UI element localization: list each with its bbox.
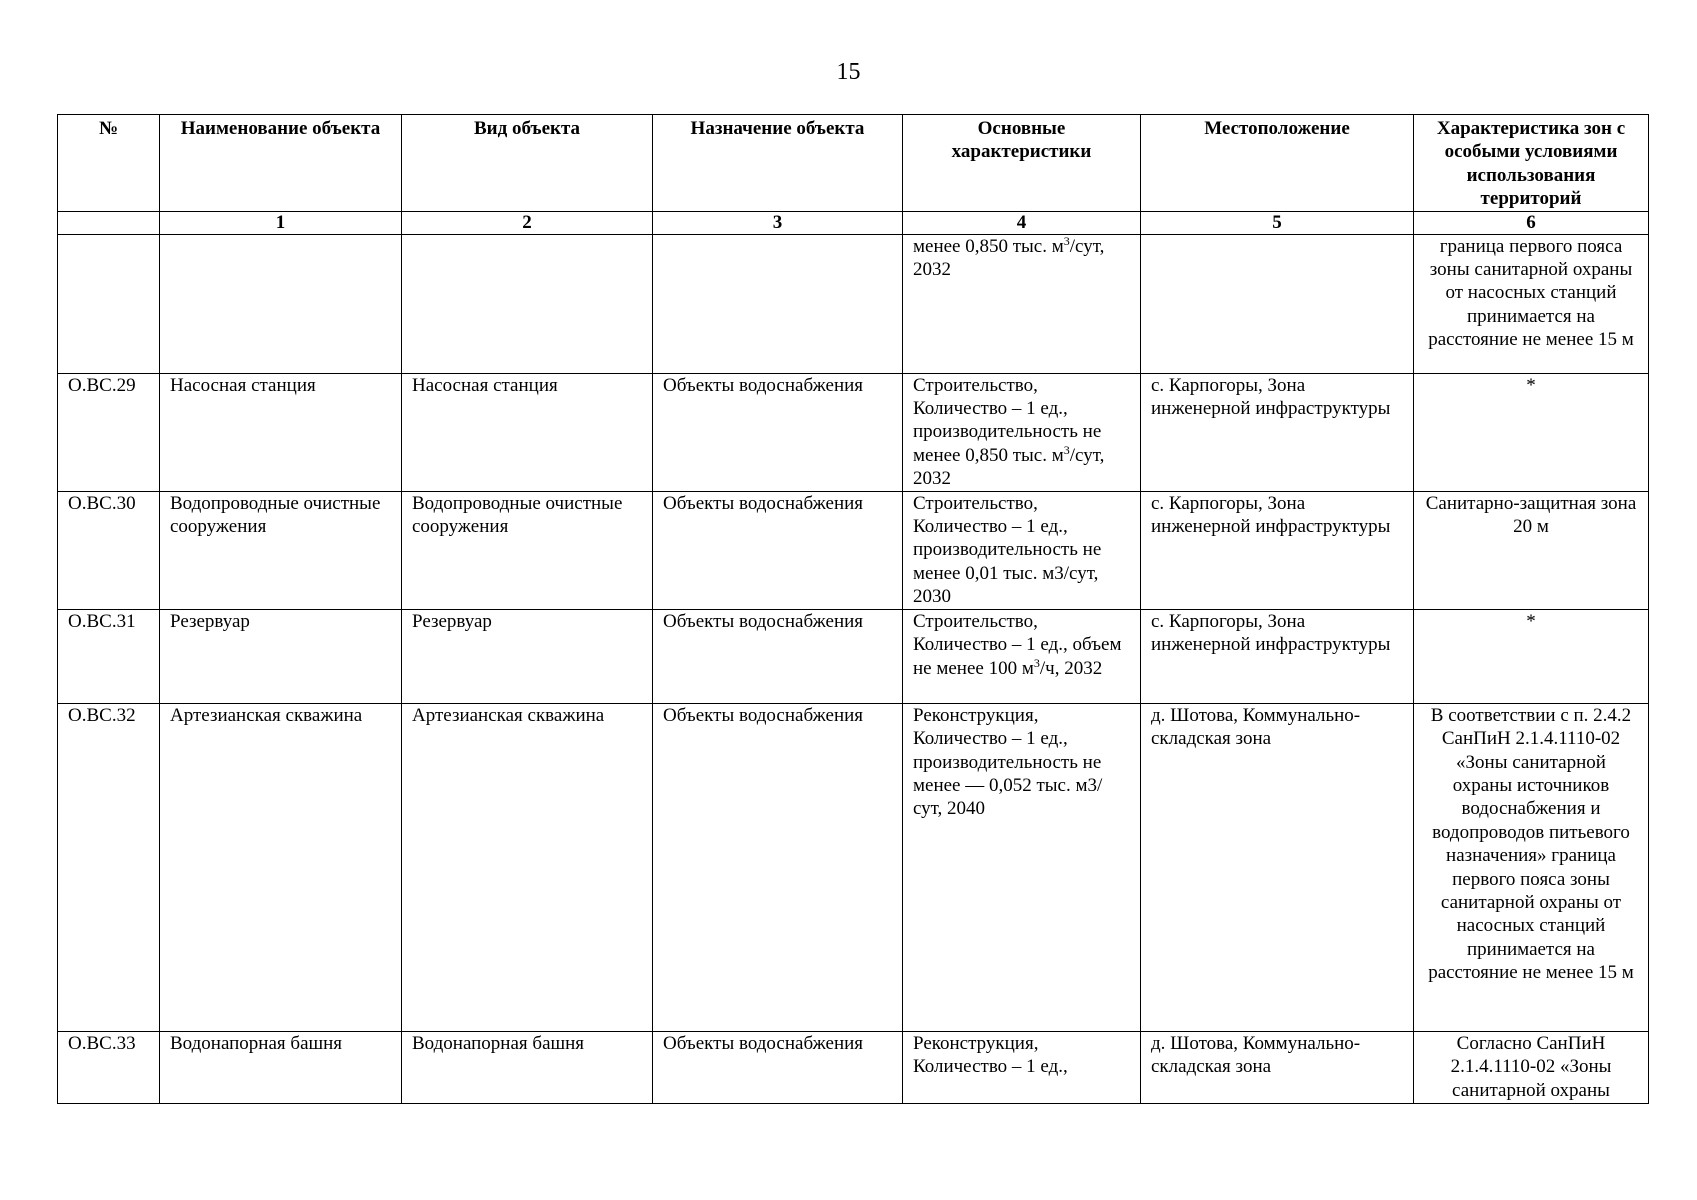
- objects-table: [57, 114, 1649, 1104]
- table-row: [58, 1031, 1649, 1103]
- column-number-cell: 1: [160, 211, 402, 234]
- zones-cell: граница первого пояса зоны санитарной охраны от насосных станций принимается на расстояние не менее 15 м: [1414, 234, 1649, 373]
- object-type-cell: Водопроводные очистные сооружения: [402, 491, 653, 609]
- object-name-cell: Водонапорная башня: [160, 1031, 402, 1103]
- object-type-cell: Артезианская скважина: [402, 703, 653, 1031]
- table-row: [58, 491, 1649, 609]
- row-id-cell: [58, 234, 160, 373]
- characteristics-text: Строительство, Количество – 1 ед., производительность не менее 0,01 тыс. м3/сут, 2030: [913, 492, 1102, 608]
- characteristics-cell: [903, 234, 1141, 373]
- column-number-cell: [58, 211, 160, 234]
- object-purpose-cell: [653, 234, 903, 373]
- header-cell: Назначение объекта: [653, 115, 903, 212]
- table-header-row: [58, 115, 1649, 212]
- object-purpose-cell: Объекты водоснабжения: [653, 609, 903, 703]
- column-number-cell: 5: [1141, 211, 1414, 234]
- page-number: 15: [836, 59, 861, 85]
- object-purpose-cell: Объекты водоснабжения: [653, 1031, 903, 1103]
- characteristics-text: менее 0,850 тыс. м: [913, 235, 1064, 257]
- table-row: [58, 609, 1649, 703]
- unit-superscript: 3: [1033, 655, 1040, 670]
- location-cell: [1141, 234, 1414, 373]
- characteristics-text: Строительство, Количество – 1 ед., производительность не менее 0,850 тыс. м: [913, 374, 1102, 466]
- header-cell: Основные характеристики: [903, 115, 1141, 212]
- header-cell: Местоположение: [1141, 115, 1414, 212]
- object-name-cell: Водопроводные очистные сооружения: [160, 491, 402, 609]
- location-cell: д. Шотова, Коммунально-складская зона: [1141, 703, 1414, 1031]
- zones-cell: Санитарно-защитная зона 20 м: [1414, 491, 1649, 609]
- characteristics-text: Строительство, Количество – 1 ед., объем не менее 100 м: [913, 610, 1122, 679]
- zones-cell: Согласно СанПиН 2.1.4.1110-02 «Зоны санитарной охраны: [1414, 1031, 1649, 1103]
- object-purpose-cell: Объекты водоснабжения: [653, 373, 903, 491]
- table-row: [58, 703, 1649, 1031]
- column-number-cell: 2: [402, 211, 653, 234]
- characteristics-text: Реконструкция, Количество – 1 ед., производительность не менее — 0,052 тыс. м3/сут, 2040: [913, 704, 1103, 820]
- object-name-cell: Насосная станция: [160, 373, 402, 491]
- location-cell: д. Шотова, Коммунально-складская зона: [1141, 1031, 1414, 1103]
- table-row: [58, 373, 1649, 491]
- table-row: [58, 234, 1649, 373]
- header-cell: Наименование объекта: [160, 115, 402, 212]
- characteristics-text-tail: /ч, 2032: [1039, 657, 1103, 679]
- row-id-cell: О.ВС.29: [58, 373, 160, 491]
- object-name-cell: Артезианская скважина: [160, 703, 402, 1031]
- zones-cell: В соответствии с п. 2.4.2 СанПиН 2.1.4.1110-02 «Зоны санитарной охраны источников водоснабжения и водопроводов питьевого назначения» граница первого пояса зоны санитарной охраны от насосных станций принимается на расстояние не менее 15 м: [1414, 703, 1649, 1031]
- header-cell: Характеристика зон с особыми условиями использования территорий: [1414, 115, 1649, 212]
- characteristics-cell: [903, 373, 1141, 491]
- object-type-cell: [402, 234, 653, 373]
- header-cell: Вид объекта: [402, 115, 653, 212]
- column-number-cell: 4: [903, 211, 1141, 234]
- characteristics-text-tail: /сут, 2032: [913, 444, 1105, 490]
- column-number-cell: 6: [1414, 211, 1649, 234]
- characteristics-text: Реконструкция, Количество – 1 ед.,: [913, 1032, 1068, 1078]
- row-id-cell: О.ВС.30: [58, 491, 160, 609]
- header-cell: №: [58, 115, 160, 212]
- location-cell: с. Карпогоры, Зона инженерной инфраструктуры: [1141, 609, 1414, 703]
- characteristics-text-tail: /сут, 2032: [913, 235, 1105, 281]
- row-id-cell: О.ВС.32: [58, 703, 160, 1031]
- object-type-cell: Резервуар: [402, 609, 653, 703]
- row-id-cell: О.ВС.31: [58, 609, 160, 703]
- characteristics-cell: [903, 609, 1141, 703]
- column-number-cell: 3: [653, 211, 903, 234]
- object-type-cell: Водонапорная башня: [402, 1031, 653, 1103]
- column-number-row: [58, 211, 1649, 234]
- object-purpose-cell: Объекты водоснабжения: [653, 491, 903, 609]
- unit-superscript: 3: [1063, 233, 1070, 248]
- object-name-cell: Резервуар: [160, 609, 402, 703]
- object-purpose-cell: Объекты водоснабжения: [653, 703, 903, 1031]
- location-cell: с. Карпогоры, Зона инженерной инфраструктуры: [1141, 491, 1414, 609]
- characteristics-cell: [903, 491, 1141, 609]
- zones-cell: *: [1414, 609, 1649, 703]
- row-id-cell: О.ВС.33: [58, 1031, 160, 1103]
- object-name-cell: [160, 234, 402, 373]
- object-type-cell: Насосная станция: [402, 373, 653, 491]
- zones-cell: *: [1414, 373, 1649, 491]
- characteristics-cell: [903, 703, 1141, 1031]
- location-cell: с. Карпогоры, Зона инженерной инфраструктуры: [1141, 373, 1414, 491]
- unit-superscript: 3: [1063, 442, 1070, 457]
- characteristics-cell: [903, 1031, 1141, 1103]
